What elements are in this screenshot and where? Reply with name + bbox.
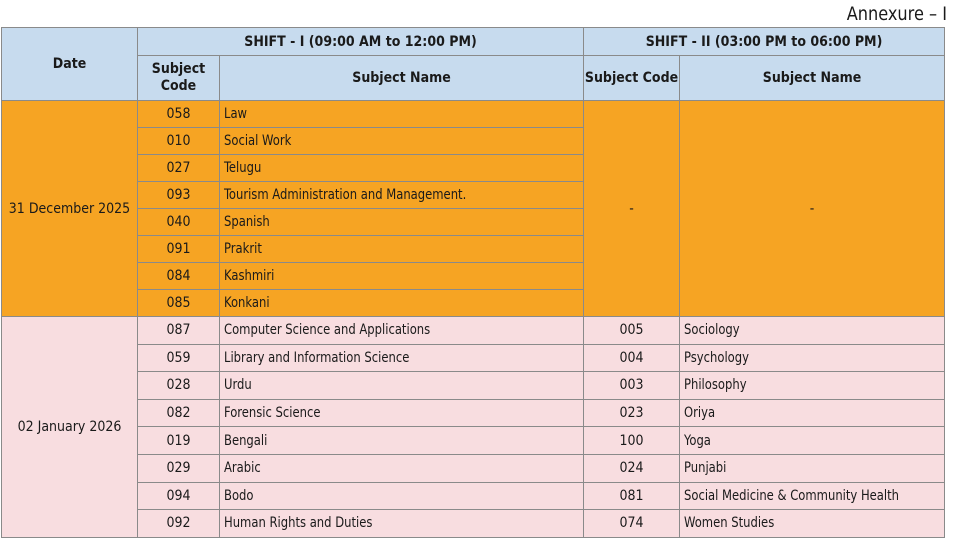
subject-name-cell xyxy=(680,454,945,482)
shift2-header: SHIFT - II (03:00 PM to 06:00 PM) xyxy=(584,28,945,56)
table-row xyxy=(2,454,945,482)
subject-name: Konkani xyxy=(224,295,270,311)
date-header: Date xyxy=(2,28,138,101)
subject-name: Oriya xyxy=(684,405,716,422)
subject-code: 010 xyxy=(166,133,191,149)
subject-name: Kashmiri xyxy=(224,268,275,284)
subject-code-cell xyxy=(584,427,680,455)
subject-code-cell xyxy=(584,344,680,372)
shift2-name-empty xyxy=(680,101,945,317)
subject-code-cell xyxy=(584,482,680,510)
subject-name-cell xyxy=(220,101,584,128)
subject-code-cell xyxy=(584,399,680,427)
subject-name-cell xyxy=(220,454,584,482)
shift1-subject-name-header: Subject Name xyxy=(220,56,584,101)
subject-name-cell xyxy=(680,317,945,345)
subject-name: Computer Science and Applications xyxy=(224,322,431,339)
subject-name: Psychology xyxy=(684,349,750,366)
subject-code: 059 xyxy=(166,349,191,366)
subject-code: 040 xyxy=(166,214,191,230)
table-row xyxy=(2,510,945,538)
subject-name: Philosophy xyxy=(684,377,747,394)
annexure-title: Annexure – I xyxy=(846,3,947,25)
subject-name-cell xyxy=(220,482,584,510)
subject-name-cell xyxy=(680,399,945,427)
subject-name-cell xyxy=(220,155,584,182)
subject-name: Social Medicine & Community Health xyxy=(684,487,900,504)
subject-name-cell xyxy=(220,290,584,317)
subject-code-cell xyxy=(138,482,220,510)
subject-name: Sociology xyxy=(684,322,740,339)
subject-code-cell xyxy=(138,290,220,317)
exam-schedule-table xyxy=(1,27,945,538)
subject-name: Arabic xyxy=(224,460,261,477)
subject-code: 081 xyxy=(619,487,644,504)
subject-code-cell xyxy=(584,510,680,538)
subject-code-cell xyxy=(584,454,680,482)
subject-code-cell xyxy=(138,344,220,372)
subject-code: 085 xyxy=(166,295,191,311)
shift2-subject-code-header: Subject Code xyxy=(584,56,680,101)
subject-name-cell xyxy=(220,182,584,209)
subject-code-cell xyxy=(138,454,220,482)
subject-code: 023 xyxy=(619,405,644,422)
subject-code: 091 xyxy=(166,241,191,257)
subject-name: Telugu xyxy=(224,160,262,176)
date-label: 02 January 2026 xyxy=(17,418,122,435)
subject-code-cell xyxy=(138,427,220,455)
date-cell xyxy=(2,101,138,317)
subject-name-cell xyxy=(220,236,584,263)
subject-code: 084 xyxy=(166,268,191,284)
subject-code: 094 xyxy=(166,487,191,504)
subject-code-cell xyxy=(138,236,220,263)
subject-code: 028 xyxy=(166,377,191,394)
shift1-subject-code-label: Subject Code xyxy=(151,61,206,94)
subject-code: 019 xyxy=(166,432,191,449)
subject-code: 082 xyxy=(166,405,191,422)
subject-code-cell xyxy=(138,317,220,345)
shift1-subject-code-header xyxy=(138,56,220,101)
subject-code-cell xyxy=(584,372,680,400)
subject-code: 058 xyxy=(166,106,191,122)
subject-name: Law xyxy=(224,106,248,122)
subject-name-cell xyxy=(220,263,584,290)
subject-name: Women Studies xyxy=(684,515,775,532)
subject-code: 029 xyxy=(166,460,191,477)
subject-name-cell xyxy=(220,399,584,427)
subject-code-cell xyxy=(138,128,220,155)
subject-code-cell xyxy=(138,155,220,182)
subject-code: 027 xyxy=(166,160,191,176)
subject-code: 087 xyxy=(166,322,191,339)
subject-name-cell xyxy=(680,427,945,455)
table-row xyxy=(2,317,945,345)
schedule-body xyxy=(2,101,945,538)
shift1-header: SHIFT - I (09:00 AM to 12:00 PM) xyxy=(138,28,584,56)
subject-code: 100 xyxy=(619,432,644,449)
subject-name-cell xyxy=(680,372,945,400)
date-label: 31 December 2025 xyxy=(8,200,131,217)
subject-name-cell xyxy=(680,344,945,372)
date-cell xyxy=(2,317,138,538)
subject-name: Prakrit xyxy=(224,241,262,257)
header-row-columns xyxy=(2,56,945,101)
subject-code: 005 xyxy=(619,322,644,339)
subject-name: Yoga xyxy=(684,432,711,449)
subject-name: Tourism Administration and Management. xyxy=(224,187,467,203)
subject-code-cell xyxy=(138,263,220,290)
table-row xyxy=(2,344,945,372)
subject-name: Library and Information Science xyxy=(224,349,410,366)
subject-name-cell xyxy=(220,344,584,372)
subject-name: Bodo xyxy=(224,487,254,504)
subject-name-cell xyxy=(220,372,584,400)
subject-code: 074 xyxy=(619,515,644,532)
table-row xyxy=(2,427,945,455)
subject-name-cell xyxy=(680,482,945,510)
subject-name-cell xyxy=(220,317,584,345)
subject-code: 024 xyxy=(619,460,644,477)
header-row-shifts xyxy=(2,28,945,56)
table-row xyxy=(2,101,945,128)
subject-name-cell xyxy=(220,128,584,155)
subject-code: 093 xyxy=(166,187,191,203)
subject-code-cell xyxy=(584,317,680,345)
shift2-subject-name-header: Subject Name xyxy=(680,56,945,101)
subject-name-cell xyxy=(220,510,584,538)
table-row xyxy=(2,372,945,400)
subject-code-cell xyxy=(138,372,220,400)
subject-name: Forensic Science xyxy=(224,405,321,422)
dash-placeholder: - xyxy=(809,200,815,217)
subject-name-cell xyxy=(220,427,584,455)
subject-name: Bengali xyxy=(224,432,268,449)
subject-name-cell xyxy=(220,209,584,236)
subject-name: Social Work xyxy=(224,133,292,149)
subject-code-cell xyxy=(138,101,220,128)
subject-code: 003 xyxy=(619,377,644,394)
dash-placeholder: - xyxy=(629,200,634,217)
subject-code: 092 xyxy=(166,515,191,532)
table-row xyxy=(2,482,945,510)
subject-code: 004 xyxy=(619,349,644,366)
subject-code-cell xyxy=(138,182,220,209)
subject-code-cell xyxy=(138,209,220,236)
subject-code-cell xyxy=(138,510,220,538)
shift2-code-empty xyxy=(584,101,680,317)
subject-name: Spanish xyxy=(224,214,270,230)
subject-name: Punjabi xyxy=(684,460,727,477)
subject-name: Urdu xyxy=(224,377,252,394)
table-row xyxy=(2,399,945,427)
subject-name-cell xyxy=(680,510,945,538)
subject-code-cell xyxy=(138,399,220,427)
subject-name: Human Rights and Duties xyxy=(224,515,373,532)
